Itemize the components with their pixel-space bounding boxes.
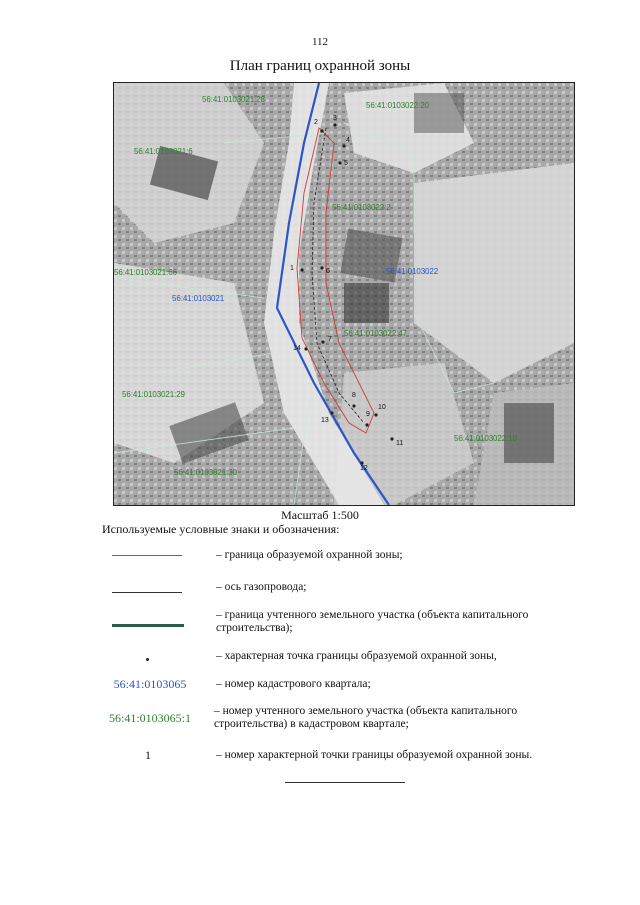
parcel-label: 56:41:0103022:2 <box>332 203 391 212</box>
legend-desc: – номер учтенного земельного участка (объекта капитального строительства) в кадастровом квартале; <box>214 705 518 730</box>
point-number: 11 <box>396 440 404 447</box>
legend-parcel-line-symbol <box>112 624 184 627</box>
point-number: 3 <box>333 115 337 122</box>
point-number: 12 <box>360 465 368 472</box>
parcel-label: 56:41:0103022:20 <box>366 101 429 110</box>
legend-point-number-symbol: 1 <box>145 748 151 762</box>
point-number: 4 <box>346 137 350 144</box>
point-number: 9 <box>366 411 370 418</box>
parcel-label: 56:41:0103021:66 <box>114 268 177 277</box>
point-number: 5 <box>344 160 348 167</box>
quarter-label: 56:41:0103022 <box>386 267 439 276</box>
legend-point-symbol <box>146 658 149 661</box>
legend-red-line-symbol <box>112 555 182 556</box>
point-number: 10 <box>378 404 386 411</box>
legend-desc: – ось газопровода; <box>216 581 307 593</box>
parcel-label: 56:41:0103021:30 <box>174 468 237 477</box>
point-number: 14 <box>293 345 301 352</box>
legend-title: Используемые условные знаки и обозначения: <box>102 522 340 536</box>
aerial-map <box>113 82 575 506</box>
parcel-label: 56:41:0103022:10 <box>454 434 517 443</box>
point-number: 2 <box>314 119 318 126</box>
point-number: 1 <box>290 265 294 272</box>
point-number: 13 <box>321 417 329 424</box>
legend-parcel-symbol: 56:41:0103065:1 <box>108 711 191 725</box>
parcel-label: 56:41:0103022:47 <box>344 329 407 338</box>
page-number: 112 <box>311 36 329 48</box>
legend-desc: – номер кадастрового квартала; <box>216 678 371 690</box>
legend-desc: – характерная точка границы образуемой охранной зоны, <box>216 650 497 662</box>
quarter-label: 56:41:0103021 <box>172 294 225 303</box>
bottom-divider <box>285 782 405 783</box>
point-number: 7 <box>328 336 332 343</box>
point-number: 6 <box>326 268 330 275</box>
legend-desc: – граница учтенного земельного участка (объекта капитального строительства); <box>216 609 529 634</box>
map-scale: Масштаб 1:500 <box>281 508 359 522</box>
legend-quarter-symbol: 56:41:0103065 <box>113 677 187 691</box>
legend-desc: – граница образуемой охранной зоны; <box>216 549 403 561</box>
parcel-label: 56:41:0103021:29 <box>122 390 185 399</box>
point-number: 8 <box>352 392 356 399</box>
legend-desc: – номер характерной точки границы образуемой охранной зоны. <box>216 749 533 761</box>
legend-axis-line-symbol <box>112 592 182 593</box>
parcel-label: 56:41:0103021:28 <box>202 95 265 104</box>
parcel-label: 56:41:0103021:6 <box>134 147 193 156</box>
page-title: План границ охранной зоны <box>229 58 411 74</box>
